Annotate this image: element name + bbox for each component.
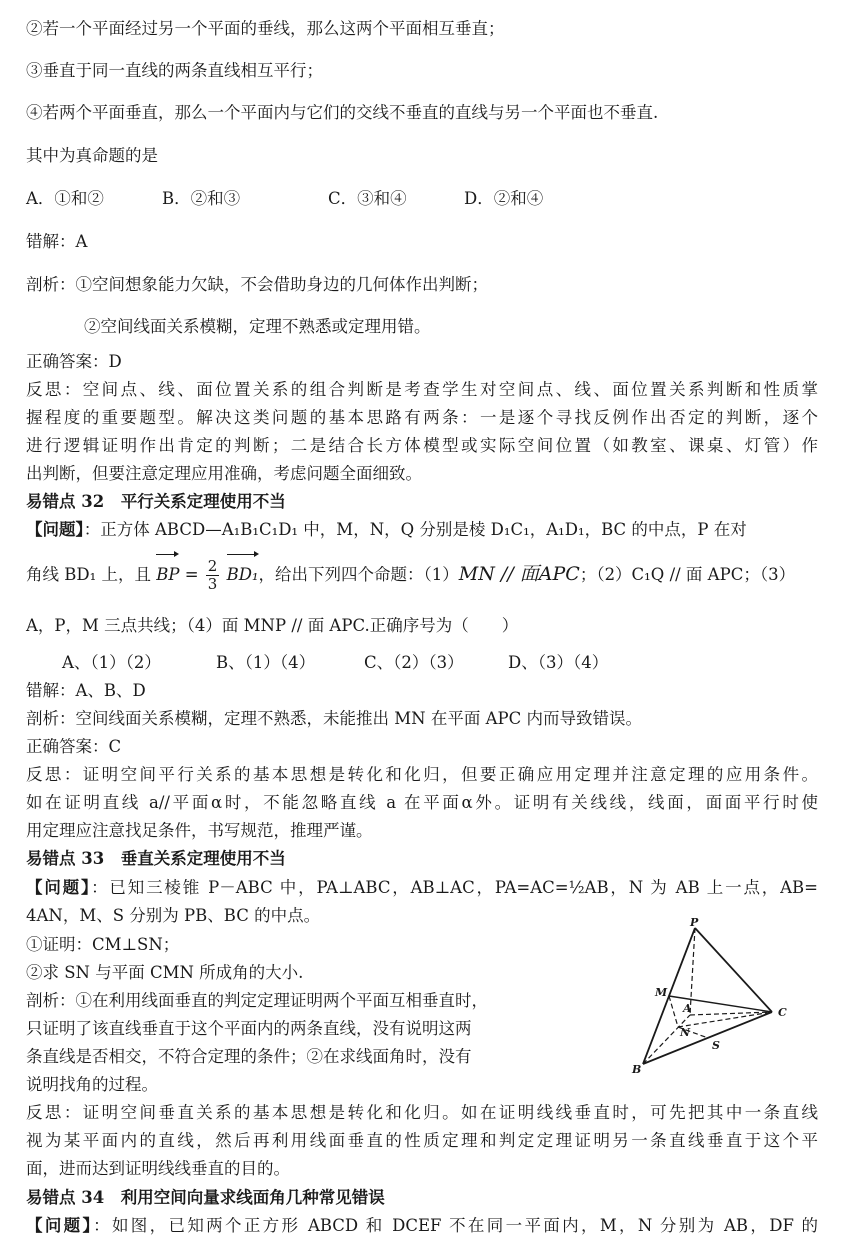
problem-text: ：正方体 ABCD—A₁B₁C₁D₁ 中，M，N，Q 分别是棱 D₁C₁，A₁D₁，BC 的中点，P 在对 — [83, 520, 747, 539]
reflection-line: 进行逻辑证明作出肯定的判断；二是结合长方体模型或实际空间位置（如教室、课桌、灯管）作 — [26, 436, 818, 455]
fraction — [206, 558, 220, 593]
option-a: A．①和② — [26, 189, 104, 208]
equals-sign: = — [184, 565, 199, 584]
analysis-line: 条直线是否相交，不符合定理的条件；②在求线面角时，没有 — [26, 1047, 472, 1066]
section-heading-33: 易错点 33 垂直关系定理使用不当 — [26, 849, 286, 868]
option-b: B．②和③ — [162, 189, 241, 208]
edge-bc — [643, 1012, 772, 1064]
problem-33-line — [26, 877, 818, 899]
analysis-1: 剖析：①空间想象能力欠缺，不会借助身边的几何体作出判断； — [26, 275, 488, 294]
option-b: B、（1）（4） — [216, 653, 316, 672]
analysis-line: 只证明了该直线垂直于这个平面内的两条直线，没有说明这两 — [26, 1019, 472, 1038]
wrong-answer: 错解：A、B、D — [26, 681, 146, 700]
option-a: A、（1）（2） — [62, 653, 161, 672]
label-p: P — [690, 916, 699, 929]
analysis: 剖析：空间线面关系模糊，定理不熟悉，未能推出 MN 在平面 APC 内而导致错误。 — [26, 709, 642, 728]
fraction-denominator: 3 — [207, 575, 218, 593]
tetrahedron-figure — [628, 916, 798, 1080]
reflection-line: 用定理应注意找足条件，书写规范，推理严谨。 — [26, 821, 373, 840]
problem-text: ：如图，已知两个正方形 ABCD 和 DCEF 不在同一平面内，M，N 分别为 AB，DF 的 — [93, 1216, 818, 1235]
problem-32-line: A，P，M 三点共线；（4）面 MNP // 面 APC.正确序号为（ ） — [26, 616, 519, 635]
label-m: M — [655, 986, 668, 999]
correct-answer: 正确答案：D — [26, 352, 122, 371]
problem-33-line: 4AN，M、S 分别为 PB、BC 的中点。 — [26, 906, 321, 925]
label-a: A — [683, 1002, 692, 1015]
problem-33-part2: ②求 SN 与平面 CMN 所成角的大小. — [26, 963, 304, 982]
options-row — [26, 188, 543, 210]
statement-3: ③垂直于同一直线的两条直线相互平行； — [26, 61, 323, 80]
option-c: C．③和④ — [328, 189, 407, 208]
math-expression: MN // 面APC — [458, 563, 580, 585]
problem-text: 角线 BD₁ 上，且 — [26, 565, 151, 584]
reflection-line: 如在证明直线 a//平面α时，不能忽略直线 a 在平面α外。证明有关线线，线面，面面平行时使 — [26, 793, 818, 812]
problem-34-line — [26, 1215, 818, 1237]
fraction-numerator: 2 — [207, 557, 218, 575]
problem-label: 【问题】 — [26, 878, 92, 897]
label-s: S — [712, 1039, 720, 1052]
reflection-line: 反思：空间点、线、面位置关系的组合判断是考查学生对空间点、线、面位置关系判断和性质掌 — [26, 380, 818, 399]
statement-4: ④若两个平面垂直，那么一个平面内与它们的交线不垂直的直线与另一个平面也不垂直. — [26, 103, 659, 122]
wrong-answer: 错解：A — [26, 232, 88, 251]
problem-33-part1: ①证明：CM⊥SN； — [26, 935, 180, 954]
analysis-2: ②空间线面关系模糊，定理不熟悉或定理用错。 — [84, 317, 431, 336]
problem-32-line — [26, 519, 747, 541]
analysis-line: 剖析：①在利用线面垂直的判定定理证明两个平面互相垂直时， — [26, 991, 488, 1010]
label-c: C — [778, 1006, 787, 1019]
problem-text: ，给出下列四个命题：（1） — [258, 565, 459, 584]
correct-answer: 正确答案：C — [26, 737, 122, 756]
reflection-line: 出判断，但要注意定理应用准确，考虑问题全面细致。 — [26, 464, 422, 483]
statement-2: ②若一个平面经过另一个平面的垂线，那么这两个平面相互垂直； — [26, 19, 505, 38]
segment-mn — [669, 996, 678, 1027]
section-heading-32: 易错点 32 平行关系定理使用不当 — [26, 492, 286, 511]
edge-pc — [695, 928, 772, 1012]
option-d: D、（3）（4） — [508, 653, 609, 672]
edge-ab — [643, 1015, 690, 1064]
problem-text: ；（2）C₁Q // 面 APC；（3） — [579, 565, 796, 584]
vector-bp: BP — [156, 557, 179, 593]
options-row-32 — [62, 652, 608, 674]
reflection-line: 握程度的重要题型。解决这类问题的基本思路有两条：一是逐个寻找反例作出否定的判断，逐个 — [26, 408, 818, 427]
option-d: D．②和④ — [464, 189, 544, 208]
question-prompt: 其中为真命题的是 — [26, 146, 158, 165]
reflection-line: 面，进而达到证明线线垂直的目的。 — [26, 1159, 290, 1178]
label-b: B — [632, 1063, 642, 1076]
problem-label: 【问题】 — [26, 520, 84, 539]
analysis-line: 说明找角的过程。 — [26, 1075, 158, 1094]
option-c: C、（2）（3） — [364, 653, 464, 672]
problem-label: 【问题】 — [26, 1216, 94, 1235]
reflection-line: 视为某平面内的直线，然后再利用线面垂直的性质定理和判定定理证明另一条直线垂直于这个平 — [26, 1131, 818, 1150]
problem-text: ：已知三棱锥 P－ABC 中，PA⊥ABC，AB⊥AC，PA=AC=½AB，N 为 AB 上一点，AB= — [91, 878, 818, 897]
reflection-line: 反思：证明空间平行关系的基本思想是转化和化归，但要正确应用定理并注意定理的应用条件。 — [26, 765, 818, 784]
section-heading-34: 易错点 34 利用空间向量求线面角几种常见错误 — [26, 1188, 385, 1207]
label-n: N — [680, 1026, 691, 1039]
vector-bd1: BD₁ — [227, 557, 259, 593]
problem-32-formula-line — [26, 556, 795, 593]
reflection-line: 反思：证明空间垂直关系的基本思想是转化和化归。如在证明线线垂直时，可先把其中一条直线 — [26, 1103, 818, 1122]
